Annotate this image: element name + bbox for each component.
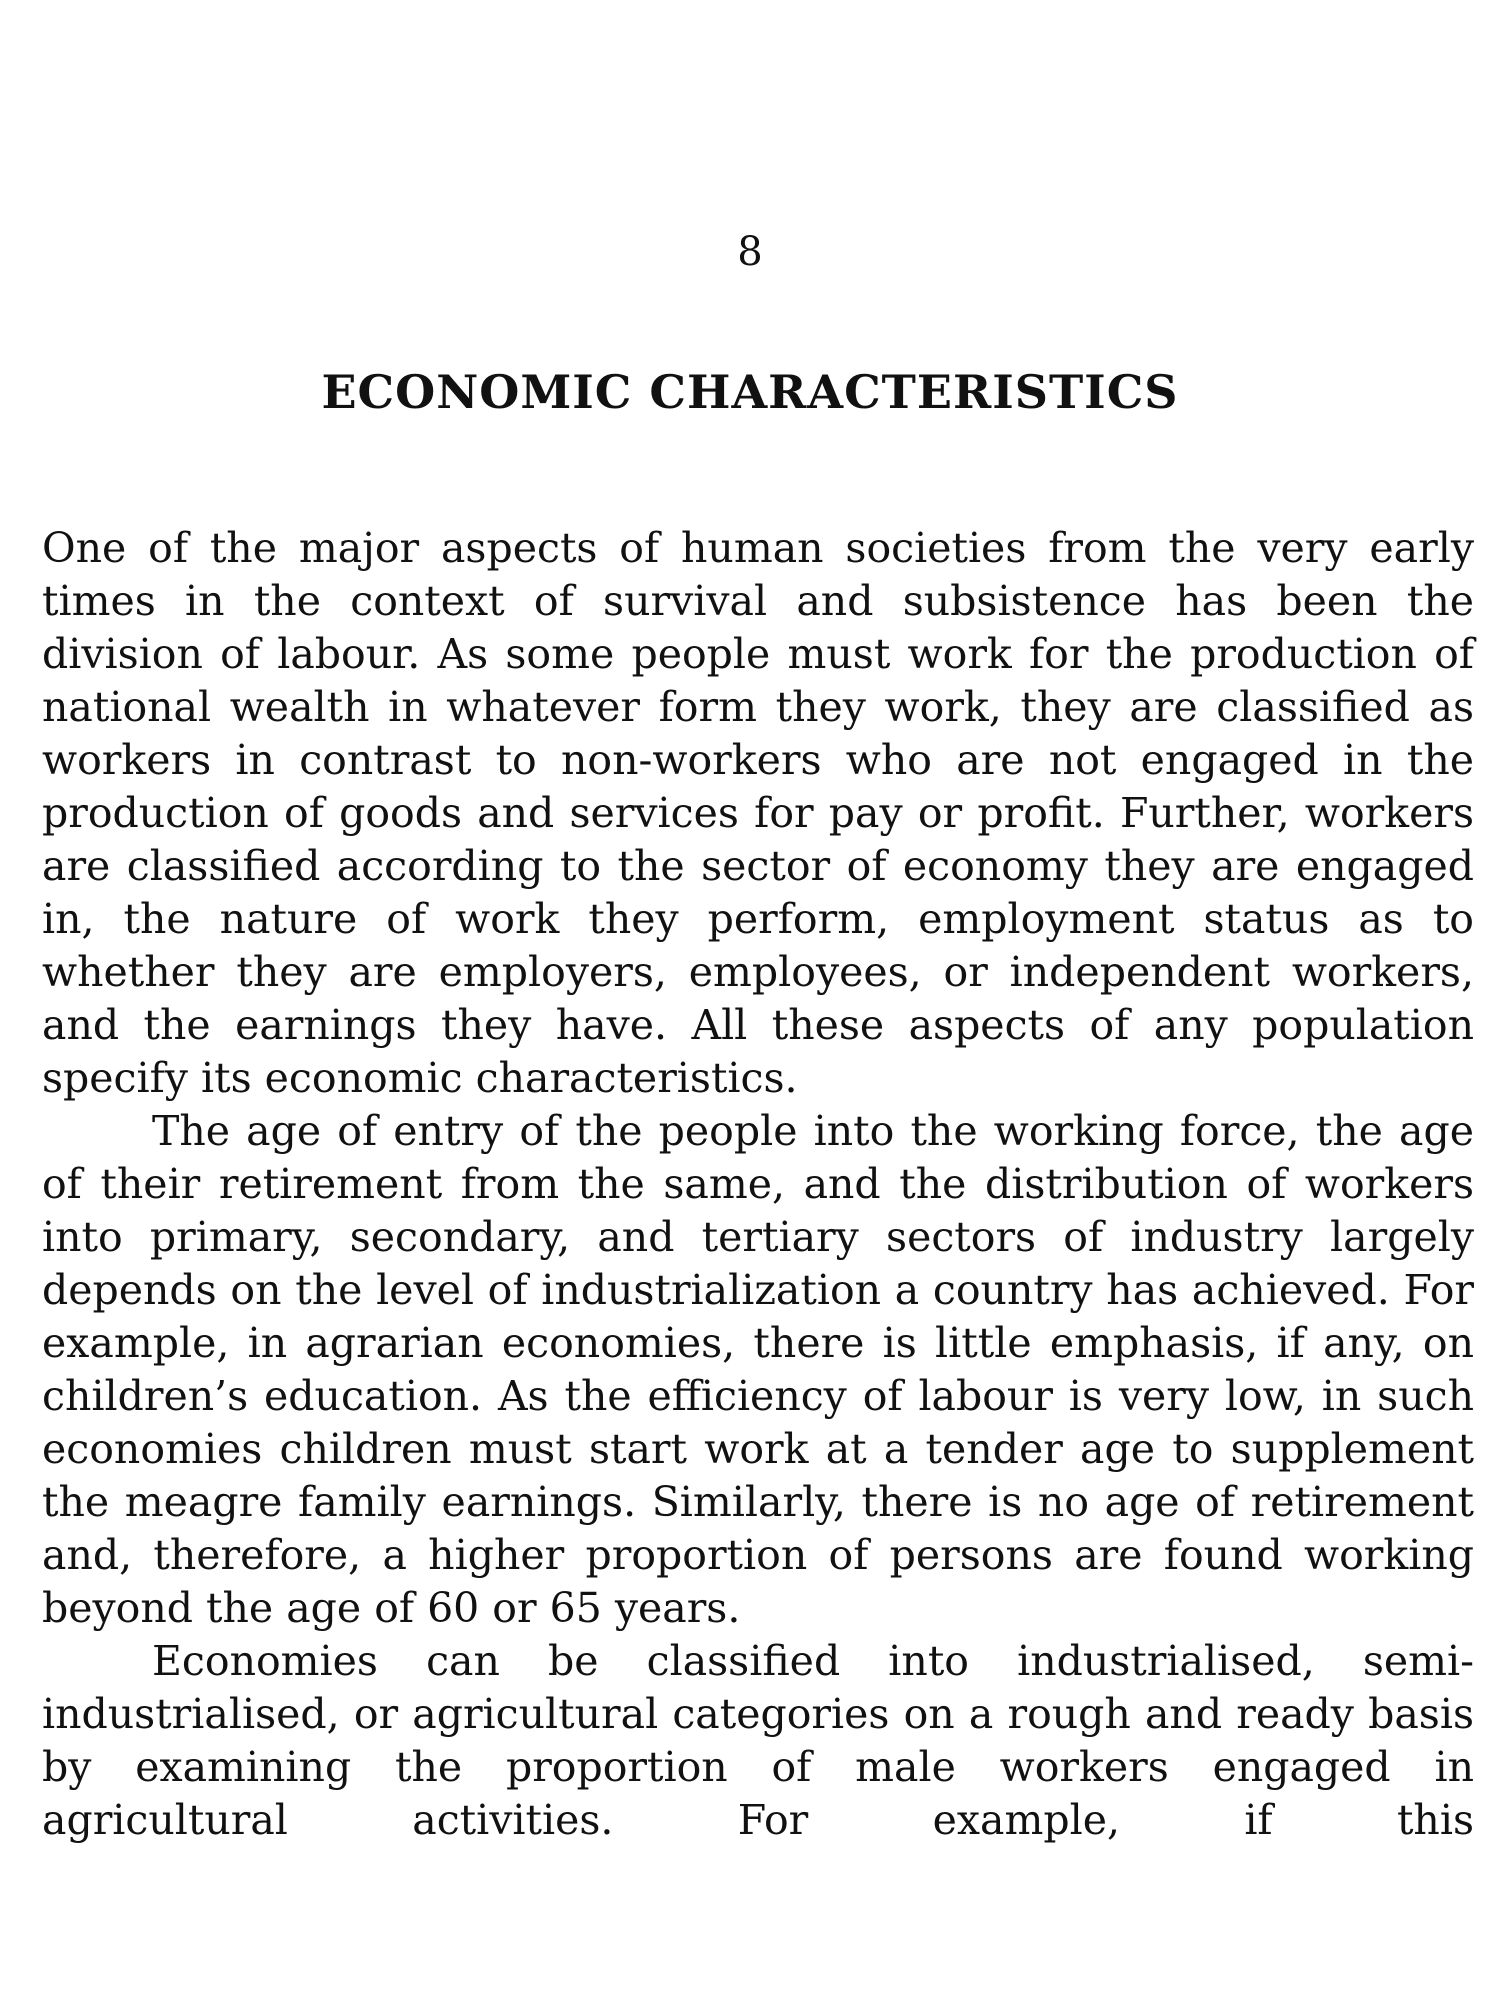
- paragraph-intro: One of the major aspects of human societies from the very early times in the context of survival and subsistence has been the division of labour. As some people must work for the production of national wealth in whatever form they work, they are classified as workers in contrast to non-workers who are not engaged in the production of goods and services for pay or profit. Further, workers are classified according to the sector of economy they are engaged in, the nature of work they perform, employment status as to whether they are employers, employees, or independent workers, and the earnings they have. All these aspects of any population specify its economic characteristics.: [42, 524, 1474, 1102]
- body-text: [42, 522, 1474, 1847]
- chapter-title: ECONOMIC CHARACTERISTICS: [321, 365, 1179, 419]
- paragraph-age-of-entry: The age of entry of the people into the working force, the age of their retirement from the same, and the distribution of workers into primary, secondary, and tertiary sectors of industry largely depends on the level of industrialization a country has achieved. For example, in agrarian economies, there is little emphasis, if any, on children’s education. As the efficiency of labour is very low, in such economies children must start work at a tender age to supplement the meagre family earnings. Similarly, there is no age of retirement and, therefore, a higher proportion of persons are found working beyond the age of 60 or 65 years.: [42, 1107, 1474, 1632]
- paragraph-classification: Economies can be classified into industrialised, semi-industrialised, or agricultural categories on a rough and ready basis by examining the proportion of male workers engaged in agricultural activities. For example, if this: [42, 1637, 1474, 1844]
- chapter-number: 8: [737, 229, 763, 275]
